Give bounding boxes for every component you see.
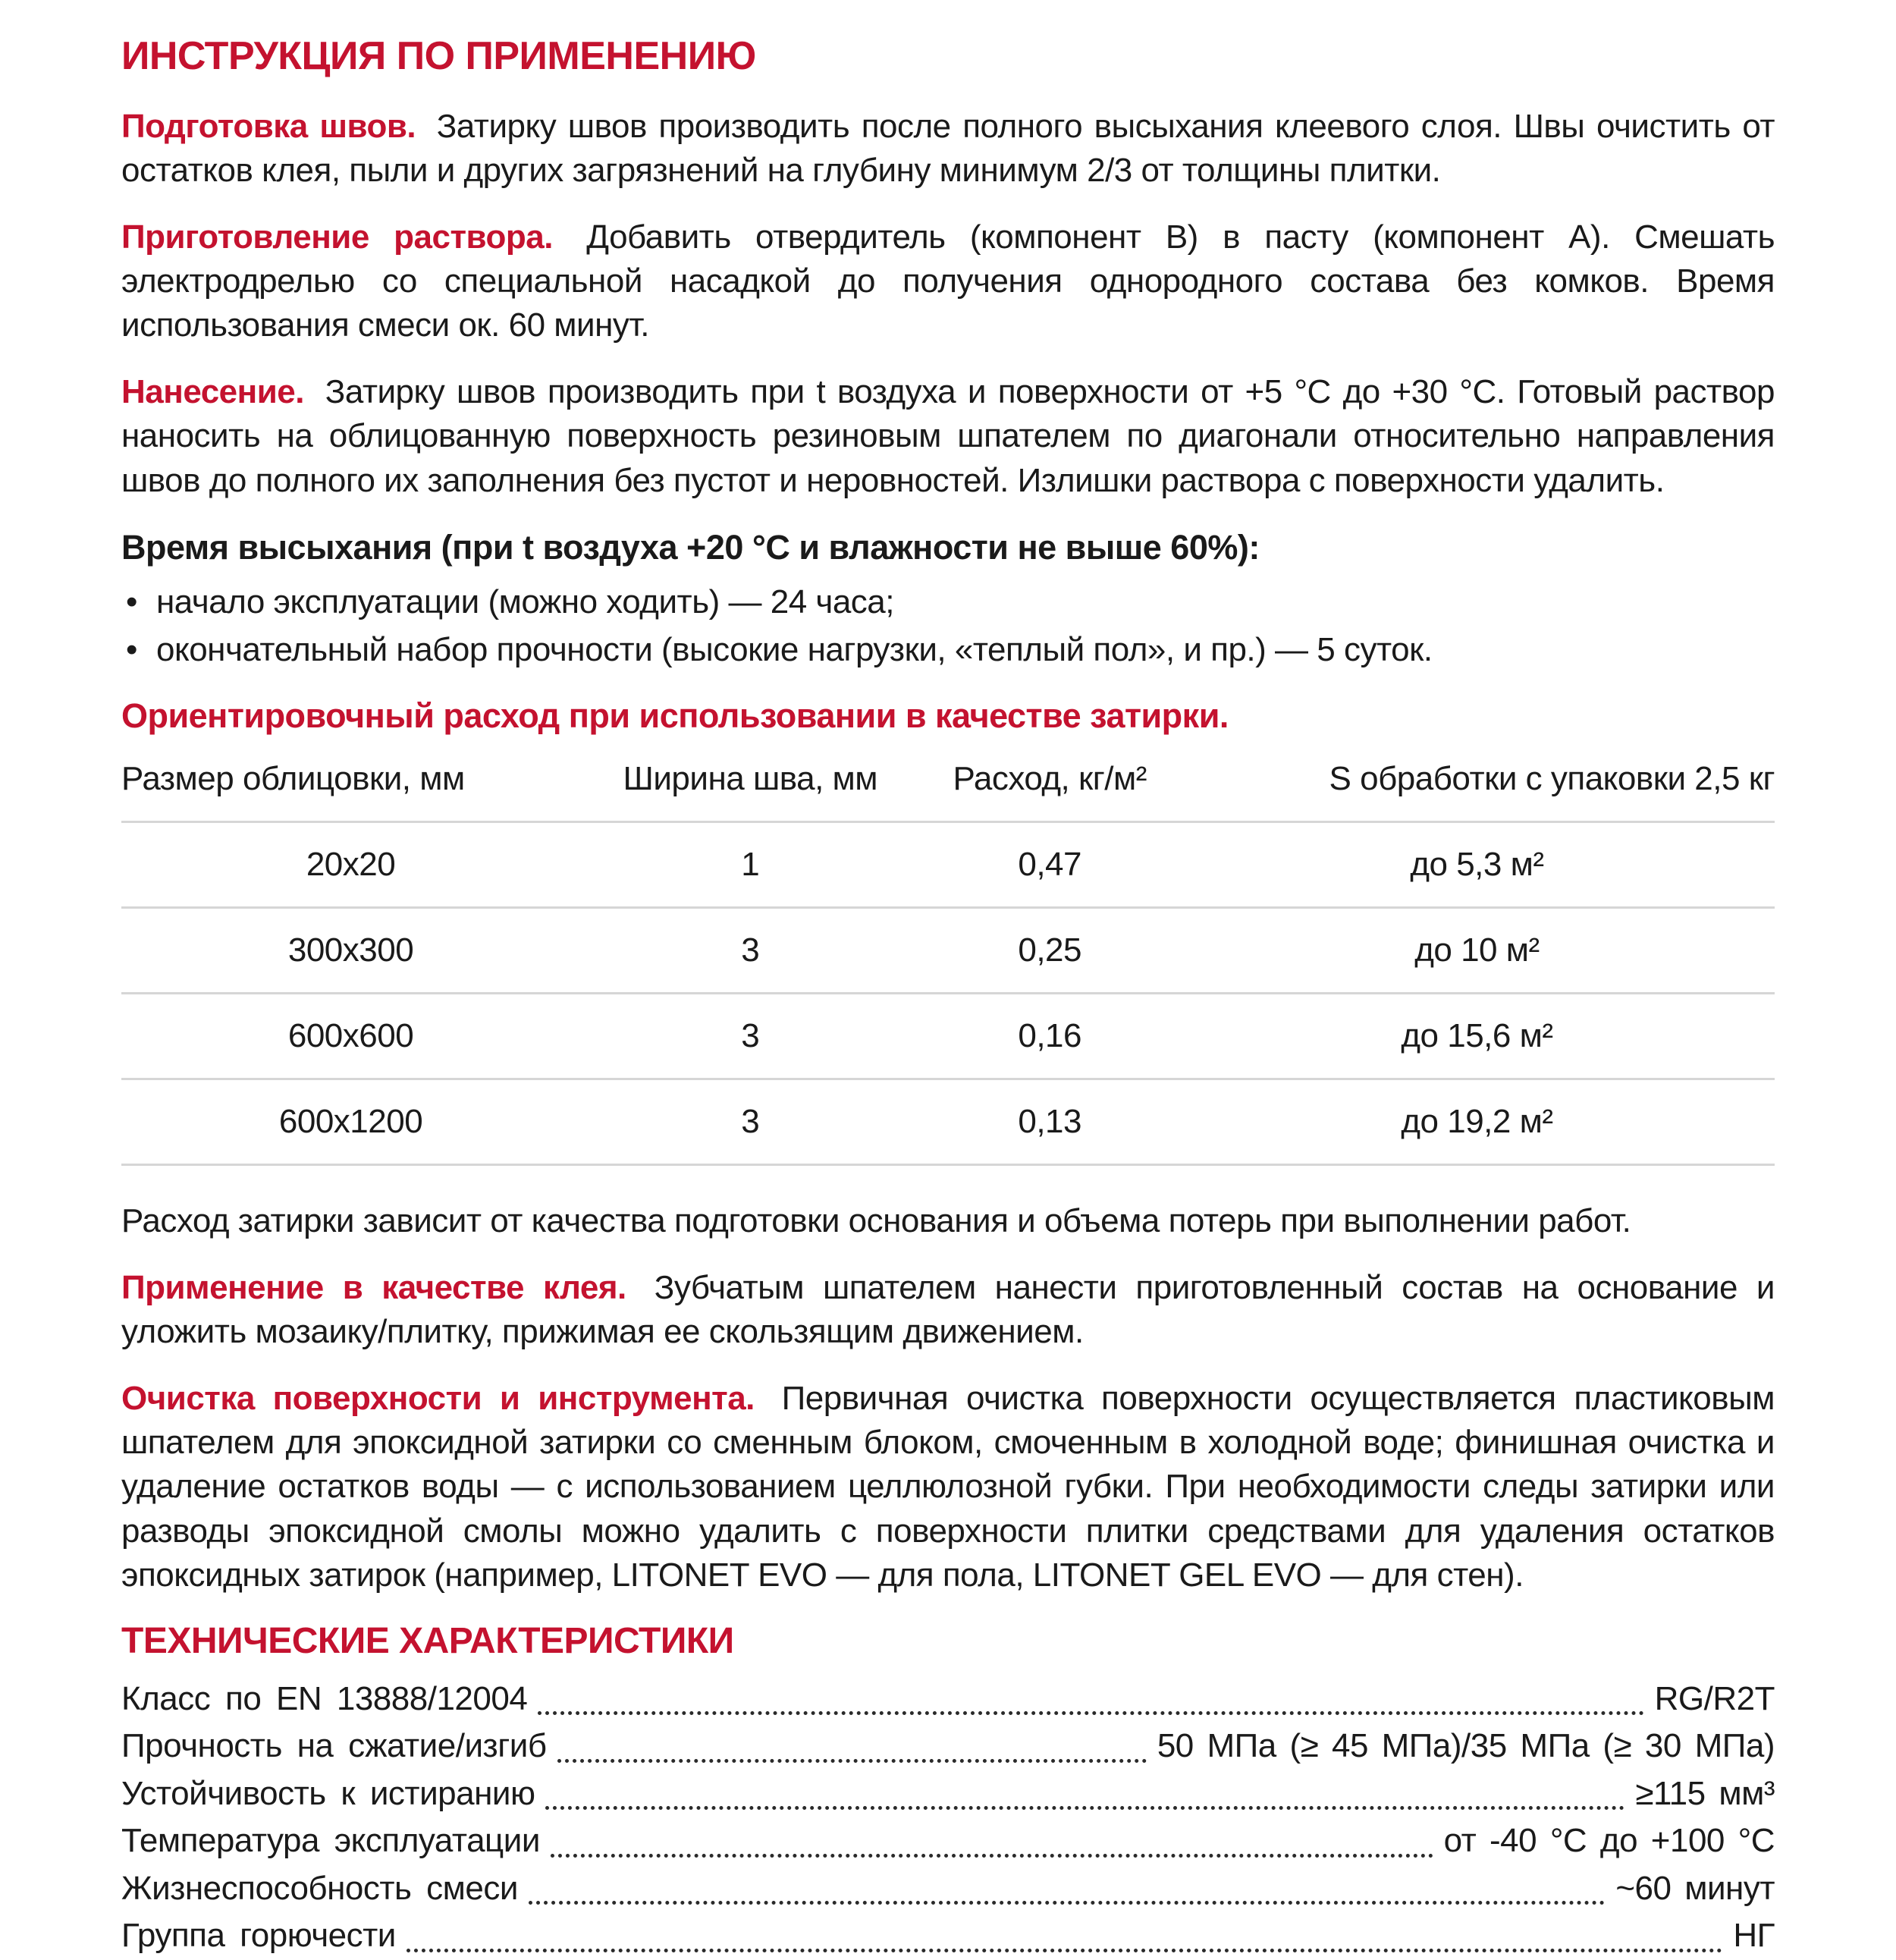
table-cell: 0,25 (1018, 931, 1081, 969)
dot-leader (407, 1949, 1723, 1952)
table-cell: 300x300 (287, 931, 414, 969)
dot-leader (529, 1901, 1605, 1905)
table-cell: 0,16 (1018, 1017, 1081, 1055)
paragraph-mixing (121, 215, 1775, 347)
paragraph-lead-mixing: Приготовление раствора. (121, 218, 553, 256)
spec-row (121, 1676, 1775, 1723)
spec-value: ≥115 мм³ (1635, 1774, 1775, 1812)
table-row (121, 822, 1775, 908)
paragraph-lead-cleaning: Очистка поверхности и инструмента. (121, 1380, 755, 1418)
dot-leader (557, 1759, 1147, 1763)
spec-row (121, 1865, 1775, 1912)
table-header-consumption: Расход, кг/м² (953, 760, 1147, 798)
spec-row (121, 1912, 1775, 1959)
paragraph-text-cleaning: Первичная очистка поверхности осуществляется пластиковым шпателем для эпоксидной затирки со сменным блоком, смоченным в холодной воде; финишная очистка и удаление остатков воды — с использованием целлюлозной губки. При необходимости следы затирки или разводы эпоксидной смолы можно удалить с поверхности плитки средствами для удаления остатков эпоксидных затирок (например, LITONET EVO — для пола, LITONET GEL EVO — для стен). (121, 1380, 1775, 1594)
spec-label: Класс по EN 13888/12004 (121, 1679, 528, 1717)
table-cell: 600x600 (287, 1017, 414, 1055)
table-cell: 3 (741, 1103, 760, 1141)
spec-label: Прочность на сжатие/изгиб (121, 1727, 547, 1765)
table-row (121, 908, 1775, 994)
paragraph-preparation (121, 105, 1775, 193)
table-cell: до 5,3 м² (1410, 846, 1544, 884)
list-item: • окончательный набор прочности (высокие нагрузки, «теплый пол», и пр.) — 5 суток. (121, 627, 1775, 674)
paragraph-text-adhesive-use: Зубчатым шпателем нанести приготовленный состав на основание и уложить мозаику/плитку, прижимая ее скользящим движением. (121, 1269, 1775, 1351)
table-row (121, 1079, 1775, 1165)
spec-value: 50 МПа (≥ 45 МПа)/35 МПа (≥ 30 МПа) (1157, 1727, 1775, 1765)
table-cell: 0,47 (1018, 846, 1081, 884)
spec-row (121, 1770, 1775, 1817)
table-header-row (121, 755, 1775, 822)
dot-leader (545, 1806, 1624, 1810)
paragraph-lead-application: Нанесение. (121, 373, 304, 411)
table-header-joint-width: Ширина шва, мм (623, 760, 878, 798)
tech-specs-heading: ТЕХНИЧЕСКИЕ ХАРАКТЕРИСТИКИ (121, 1620, 734, 1661)
spec-value: от -40 °C до +100 °C (1443, 1822, 1775, 1860)
table-cell: до 19,2 м² (1401, 1103, 1553, 1141)
table-cell: 3 (741, 931, 760, 969)
paragraph-application (121, 370, 1775, 502)
page-title: ИНСТРУКЦИЯ ПО ПРИМЕНЕНИЮ (121, 34, 756, 78)
drying-time-heading: Время высыхания (при t воздуха +20 °C и влажности не выше 60%): (121, 527, 1260, 567)
consumption-table (121, 755, 1775, 1166)
spec-value: НГ (1733, 1917, 1775, 1955)
consumption-heading: Ориентировочный расход при использовании в качестве затирки. (121, 696, 1229, 736)
paragraph-adhesive-use (121, 1266, 1775, 1354)
paragraph-lead-preparation: Подготовка швов. (121, 108, 416, 145)
paragraph-text-application: Затирку швов производить при t воздуха и поверхности от +5 °C до +30 °C. Готовый раствор наносить на облицованную поверхность резиновым шпателем по диагонали относительно направления швов до полного их заполнения без пустот и неровностей. Излишки раствора с поверхности удалить. (121, 373, 1775, 499)
spec-row (121, 1817, 1775, 1864)
table-header-coverage: S обработки с упаковки 2,5 кг (1329, 760, 1775, 798)
paragraph-text-preparation: Затирку швов производить после полного высыхания клеевого слоя. Швы очистить от остатков клея, пыли и других загрязнений на глубину минимум 2/3 от толщины плитки. (121, 108, 1775, 190)
paragraph-lead-adhesive-use: Применение в качестве клея. (121, 1269, 626, 1307)
drying-time-list (121, 579, 1775, 674)
table-cell: до 10 м² (1414, 931, 1540, 969)
table-header-tile-size: Размер облицовки, мм (121, 760, 465, 798)
table-cell: 0,13 (1018, 1103, 1081, 1141)
spec-row (121, 1723, 1775, 1770)
table-cell: до 15,6 м² (1401, 1017, 1553, 1055)
paragraph-consumption-note (121, 1199, 1775, 1243)
spec-label: Устойчивость к истиранию (121, 1774, 535, 1812)
table-cell: 20x20 (306, 846, 396, 884)
spec-label: Жизнеспособность смеси (121, 1869, 518, 1907)
spec-label: Группа горючести (121, 1917, 396, 1955)
tech-specs-list (121, 1676, 1775, 1960)
spec-value: ~60 минут (1615, 1869, 1775, 1907)
table-row (121, 994, 1775, 1079)
spec-label: Температура эксплуатации (121, 1822, 540, 1860)
paragraph-text-mixing: Добавить отвердитель (компонент B) в пасту (компонент A). Смешать электродрелью со специальной насадкой до получения однородного состава без комков. Время использования смеси ок. 60 минут. (121, 218, 1775, 344)
dot-leader (538, 1711, 1643, 1715)
spec-value: RG/R2T (1654, 1679, 1775, 1717)
dot-leader (551, 1854, 1433, 1858)
table-cell: 1 (741, 846, 760, 884)
list-item: • начало эксплуатации (можно ходить) — 24 часа; (121, 579, 1775, 626)
table-cell: 3 (741, 1017, 760, 1055)
paragraph-text-consumption-note: Расход затирки зависит от качества подготовки основания и объема потерь при выполнении работ. (121, 1202, 1631, 1240)
table-cell: 600x1200 (278, 1103, 423, 1141)
paragraph-cleaning (121, 1377, 1775, 1597)
